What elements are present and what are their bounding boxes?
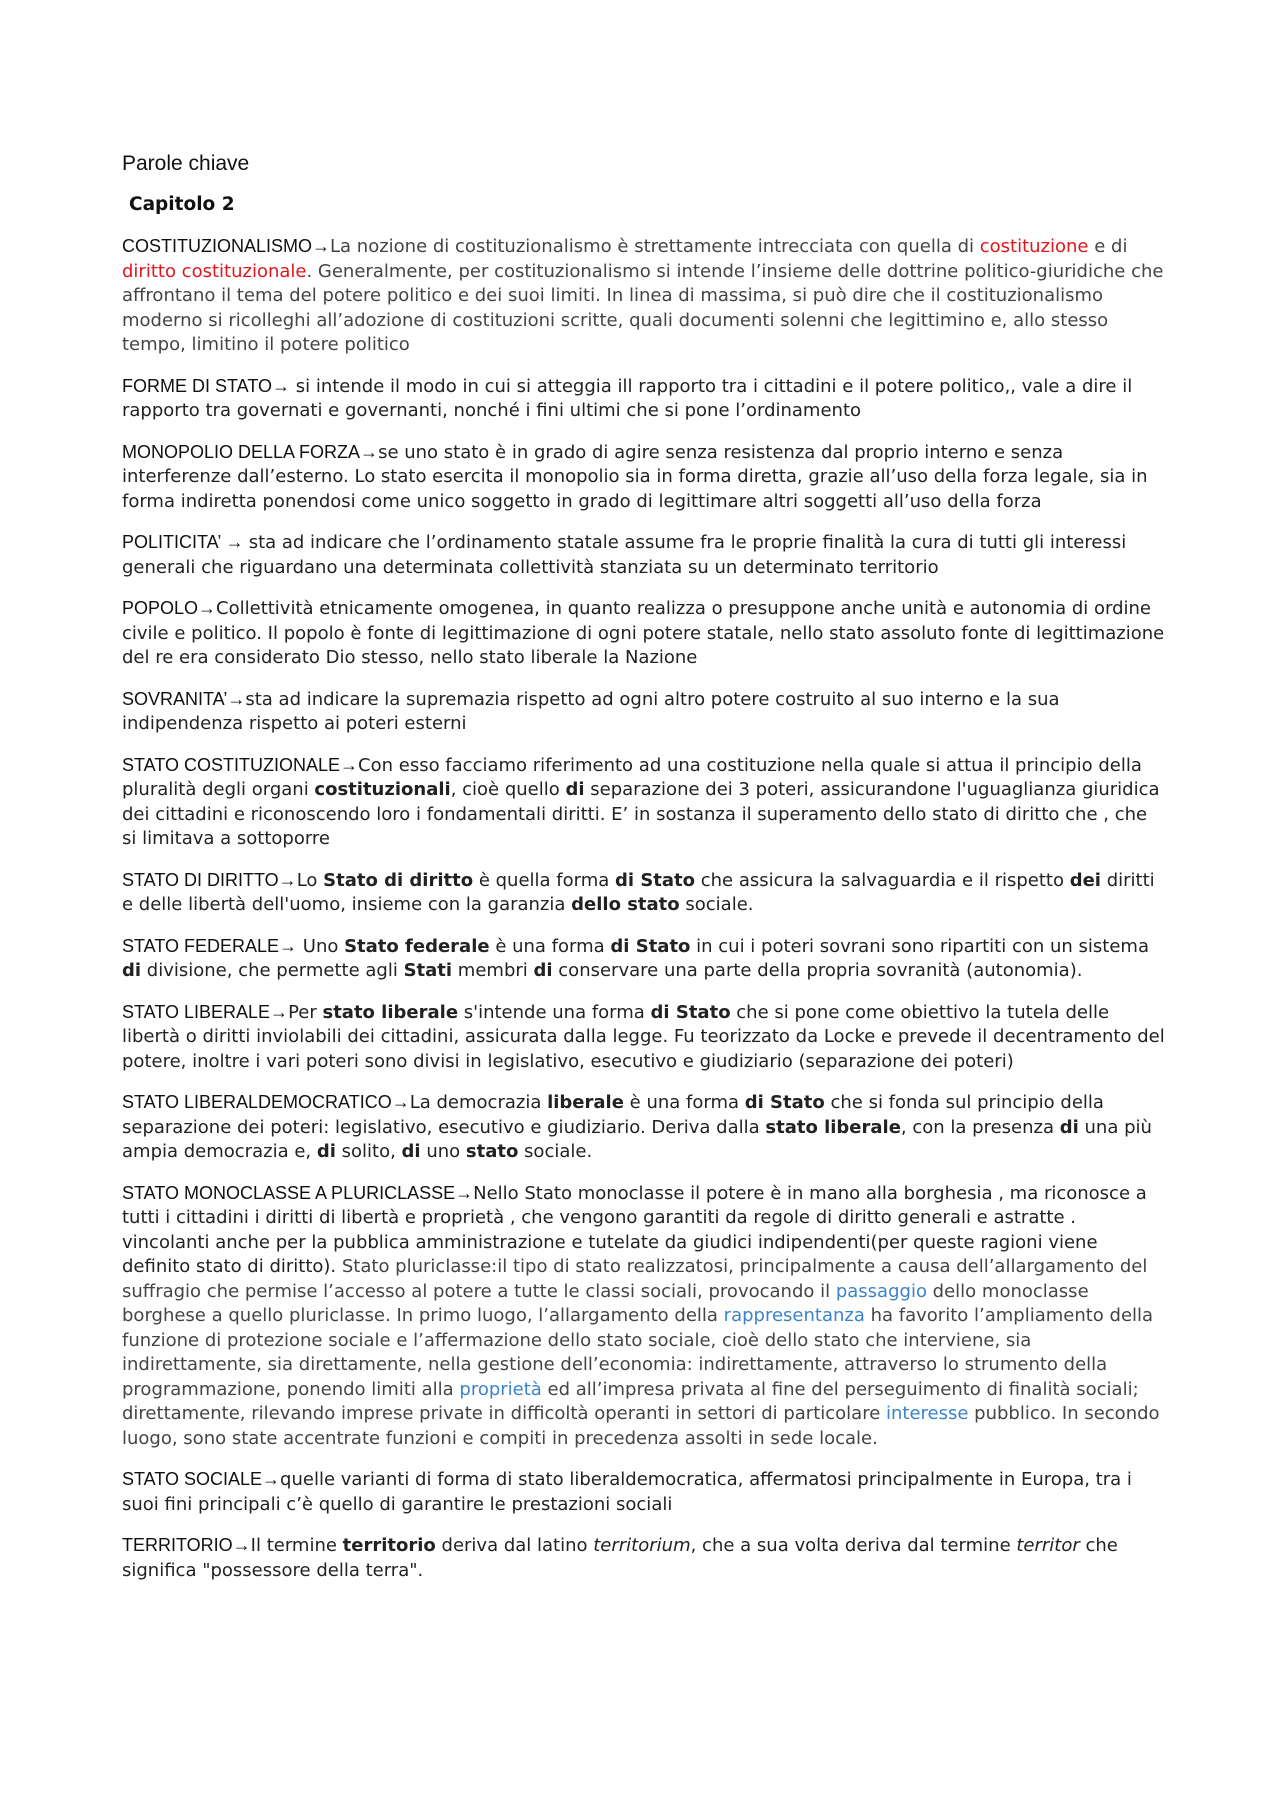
entry-bold: di xyxy=(401,1141,421,1162)
entry-sovranita xyxy=(122,687,1167,737)
entry-bold: stato liberale xyxy=(322,1001,459,1023)
entry-text: una più ampia democrazia e, xyxy=(122,1116,1152,1162)
entry-text: si intende il modo in cui si atteggia ill rapporto tra i cittadini e il potere politico,, vale a dire il rapporto tra governati e governanti, nonché i fini ultimi che si pone l’ordinamento xyxy=(122,375,1133,421)
entry-term: TERRITORIO→ xyxy=(122,1535,251,1555)
entry-text: conservare una parte della propria sovranità (autonomia). xyxy=(552,960,1083,981)
entry-text: che significa "possessore della terra". xyxy=(122,1535,1118,1581)
entry-bold: dei xyxy=(1069,869,1101,891)
entry-term: COSTITUZIONALISMO→ xyxy=(122,236,331,256)
entry-text: Lo xyxy=(296,869,324,891)
entry-term: STATO COSTITUZIONALE→ xyxy=(122,754,359,775)
entry-stato-sociale xyxy=(122,1467,1167,1517)
entry-text: se uno stato è in grado di agire senza resistenza dal proprio interno e senza interferenze dall’esterno. Lo stato esercita il monopolio sia in forma diretta, grazie all’uso della forza legale, sia in forma indiretta ponendosi come unico soggetto in grado di legittimare altri soggetti all’uso della forza xyxy=(122,441,1148,512)
entry-bold: di xyxy=(122,960,142,981)
entry-text: Uno xyxy=(297,935,345,957)
entry-forme-di-stato xyxy=(122,374,1167,424)
entry-bold: stato xyxy=(465,1141,519,1162)
entry-text: solito, xyxy=(335,1141,402,1162)
entry-costituzionalismo xyxy=(122,234,1167,358)
entry-text: , che a sua volta deriva dal termine xyxy=(690,1535,1017,1556)
entry-text: sta ad indicare la supremazia rispetto ad ogni altro potere costruito al suo interno e la sua indipendenza rispetto ai poteri esterni xyxy=(122,688,1060,734)
entry-text: La democrazia xyxy=(409,1092,548,1113)
entry-italic: territorium xyxy=(593,1535,691,1556)
entry-text: Collettività etnicamente omogenea, in quanto realizza o presuppone anche unità e autonomia di ordine civile e politico. Il popolo è fonte di legittimazione di ogni potere statale, nello stato assoluto fonte di legittimazione del re era considerato Dio stesso, nello stato liberale la Nazione xyxy=(122,598,1165,668)
entry-text: sta ad indicare che l’ordinamento statale assume fra le proprie finalità la cura di tutti gli interessi generali che riguardano una determinata collettività stanziata su un determinato territorio xyxy=(122,532,1127,578)
entry-bold: di Stato xyxy=(610,935,691,957)
entry-stato-monoclasse-pluriclasse xyxy=(122,1181,1167,1452)
entry-term: STATO DI DIRITTO→ xyxy=(122,869,297,890)
entry-term: STATO LIBERALDEMOCRATICO→ xyxy=(122,1092,410,1112)
link-proprieta[interactable]: proprietà xyxy=(459,1378,542,1400)
entry-text: che si fonda sul principio della separazione dei poteri: legislativo, esecutivo e giudiziario. Deriva dalla xyxy=(122,1092,1104,1138)
entry-bold: di Stato xyxy=(615,869,696,891)
entry-term: POLITICITA’ → xyxy=(122,532,249,552)
entry-monopolio-della-forza xyxy=(122,440,1167,515)
link-costituzione[interactable]: costituzione xyxy=(979,236,1089,257)
entry-text: è quella forma xyxy=(473,869,615,891)
entry-popolo xyxy=(122,596,1167,671)
link-diritto-costituzionale[interactable]: diritto costituzionale xyxy=(122,260,307,282)
document-body xyxy=(122,150,1167,1599)
entry-italic: territor xyxy=(1016,1535,1080,1556)
entry-text: in cui i poteri sovrani sono ripartiti con un sistema xyxy=(690,935,1149,957)
entry-bold: di Stato xyxy=(650,1001,731,1023)
entry-text: Nello Stato monoclasse il potere è in mano alla borghesia , ma riconosce a tutti i cittadini i diritti di libertà e proprietà , che vengono garantiti da regole di diritto generali e astratte . vincolanti anche per la pubblica amministrazione e tutelate da giudici indipendenti(per queste ragioni viene definito stato di diritto). xyxy=(122,1182,1147,1277)
entry-term: STATO LIBERALE→ xyxy=(122,1001,289,1022)
entry-stato-di-diritto xyxy=(122,868,1167,918)
entry-territorio xyxy=(122,1533,1167,1583)
entry-text: Per xyxy=(288,1001,323,1023)
entry-text: membri xyxy=(452,960,534,981)
entry-text: uno xyxy=(420,1141,466,1162)
entry-text: quelle varianti di forma di stato liberaldemocratica, affermatosi principalmente in Europa, tra i suoi fini principali c’è quello di garantire le prestazioni sociali xyxy=(122,1469,1132,1515)
entry-text: e di xyxy=(1088,236,1128,257)
entry-text: Con esso facciamo riferimento ad una costituzione nella quale si attua il principio della pluralità degli organi xyxy=(122,754,1142,800)
entry-text: diritti e delle libertà dell'uomo, insieme con la garanzia xyxy=(122,869,1155,915)
entry-text: ed all’impresa privata al fine del perseguimento di finalità sociali; direttamente, rilevando imprese private in difficoltà operanti in settori di particolare xyxy=(122,1378,1139,1424)
entry-term: STATO FEDERALE→ xyxy=(122,935,298,956)
entry-text: che assicura la salvaguardia e il rispetto xyxy=(695,869,1070,891)
entry-text: La nozione di costituzionalismo è strettamente intrecciata con quella di xyxy=(330,236,980,257)
entry-bold: Stato di diritto xyxy=(323,869,474,891)
entry-bold: Stato federale xyxy=(344,935,490,957)
entry-text: , cioè quello xyxy=(450,779,566,800)
entry-bold: stato liberale xyxy=(765,1116,901,1138)
entry-text: sociale. xyxy=(679,894,754,915)
entry-text: deriva dal latino xyxy=(435,1535,594,1556)
entry-bold: territorio xyxy=(342,1535,436,1556)
entry-bold: costituzionali xyxy=(314,779,451,800)
entry-term: SOVRANITA’→ xyxy=(122,688,246,709)
entry-text: sociale. xyxy=(518,1141,593,1162)
entry-term: POPOLO→ xyxy=(122,598,217,618)
entry-bold: di xyxy=(316,1141,336,1162)
chapter-heading: Capitolo 2 xyxy=(129,194,235,215)
entry-text: . Generalmente, per costituzionalismo si intende l’insieme delle dottrine politico-giuridiche che affrontano il tema del potere politico e dei suoi limiti. In linea di massima, si può dire che il costituzionalismo moderno si ricolleghi all’adozione di costituzioni scritte, quali documenti solenni che legittimino e, allo stesso tempo, limitino il potere politico xyxy=(122,260,1164,355)
entry-term: STATO SOCIALE→ xyxy=(122,1469,281,1489)
page-title: Parole chiave xyxy=(122,152,250,175)
entry-stato-liberaldemocratico xyxy=(122,1090,1167,1165)
entry-bold: dello stato xyxy=(571,894,680,915)
entry-term: FORME DI STATO→ xyxy=(122,375,291,396)
entry-stato-liberale xyxy=(122,1000,1167,1075)
entry-bold: di Stato xyxy=(744,1092,825,1113)
link-interesse[interactable]: interesse xyxy=(886,1403,969,1424)
entry-term: MONOPOLIO DELLA FORZA→ xyxy=(122,441,379,462)
link-passaggio[interactable]: passaggio xyxy=(835,1280,927,1302)
entry-text: pubblico. In secondo luogo, sono state accentrate funzioni e compiti in precedenza assolti in sede locale. xyxy=(122,1403,1160,1449)
entry-stato-federale xyxy=(122,934,1167,984)
entry-text: divisione, che permette agli xyxy=(141,960,404,981)
entry-text: dello monoclasse borghese a quello pluriclasse. In primo luogo, l’allargamento della xyxy=(122,1280,1089,1326)
entry-politicita xyxy=(122,530,1167,580)
entry-bold: di xyxy=(1059,1116,1079,1138)
entry-text: , con la presenza xyxy=(900,1116,1060,1138)
entry-bold: liberale xyxy=(547,1092,624,1113)
entry-bold: di xyxy=(565,779,585,800)
entry-bold: di xyxy=(533,960,553,981)
entry-text: s'intende una forma xyxy=(458,1001,651,1023)
entry-text: separazione dei 3 poteri, assicurandone l'uguaglianza giuridica dei cittadini e riconoscendo loro i fondamentali diritti. E’ in sostanza il superamento dello stato di diritto che , che si limitava a sottoporre xyxy=(122,779,1160,849)
entry-bold: Stati xyxy=(403,960,453,981)
entry-text: è una forma xyxy=(489,935,611,957)
entry-term: STATO MONOCLASSE A PLURICLASSE→ xyxy=(122,1182,474,1203)
entry-text: che si pone come obiettivo la tutela delle libertà o diritti inviolabili dei cittadini, assicurata dalla legge. Fu teorizzato da Locke e prevede il decentramento del potere, inoltre i vari poteri sono divisi in legislativo, esecutivo e giudiziario (separazione dei poteri) xyxy=(122,1001,1165,1072)
entry-text: ha favorito l’ampliamento della funzione di protezione sociale e l’affermazione dello stato sociale, cioè dello stato che interviene, sia indirettamente, sia direttamente, nella gestione dell’economia: indirettamente, attraverso lo strumento della programmazione, ponendo limiti alla xyxy=(122,1305,1154,1400)
entry-text: Il termine xyxy=(250,1535,343,1556)
entry-text: Stato pluriclasse:il tipo di stato realizzatosi, principalmente a causa dell’allargamento del suffragio che permise l’accesso al potere a tutte le classi sociali, provocando il xyxy=(122,1256,1148,1302)
entry-stato-costituzionale xyxy=(122,753,1167,852)
entry-text: è una forma xyxy=(623,1092,745,1113)
link-rappresentanza[interactable]: rappresentanza xyxy=(723,1305,865,1326)
